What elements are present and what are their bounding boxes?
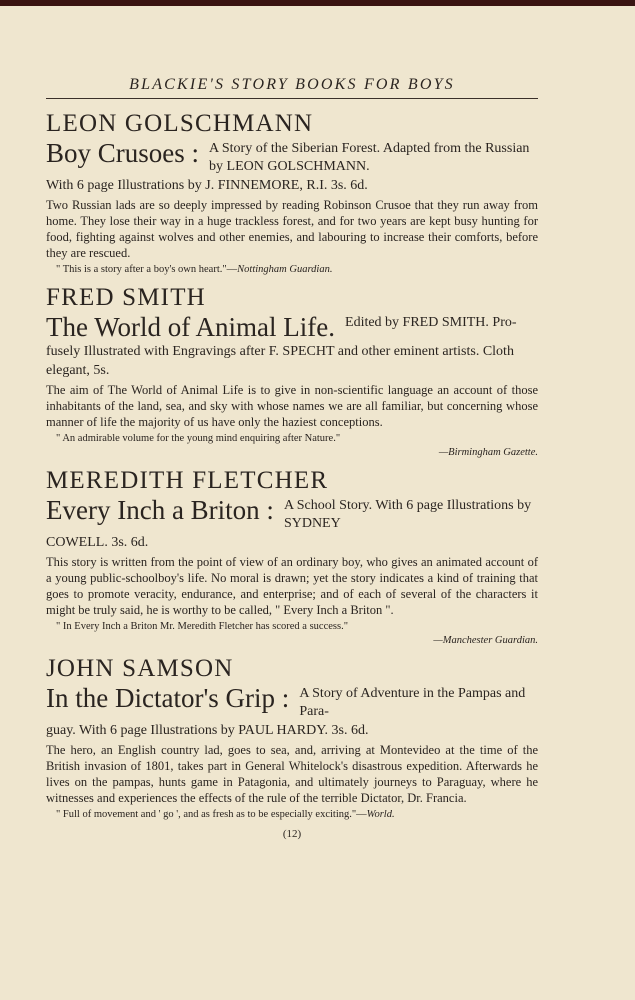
review-quote bbox=[46, 808, 538, 822]
illustration-line: With 6 page Illustrations by J. FINNEMORE, R.I. 3s. 6d. bbox=[46, 178, 368, 193]
title-row bbox=[46, 495, 538, 533]
title-row bbox=[46, 138, 538, 176]
top-edge-bar bbox=[0, 0, 635, 6]
quote-source: World. bbox=[366, 809, 395, 820]
entry-samson bbox=[46, 654, 538, 822]
title-row bbox=[46, 683, 538, 721]
title-row bbox=[46, 312, 538, 342]
author-heading: MEREDITH FLETCHER bbox=[46, 467, 329, 494]
book-title: Boy Crusoes : bbox=[46, 138, 200, 168]
review-quote bbox=[46, 620, 538, 648]
entry-golschmann bbox=[46, 109, 538, 277]
entry-smith bbox=[46, 283, 538, 460]
quote-text: " An admirable volume for the young mind enquiring after Nature." bbox=[56, 433, 341, 444]
running-head: BLACKIE'S STORY BOOKS FOR BOYS bbox=[46, 76, 538, 99]
title-description: A Story of the Siberian Forest. Adapted from the Russian by LEON GOLSCHMANN. bbox=[209, 141, 530, 174]
title-description: A Story of Adventure in the Pampas and Para- bbox=[299, 686, 526, 719]
author-heading: JOHN SAMSON bbox=[46, 655, 234, 682]
illustration-line: guay. With 6 page Illustrations by PAUL HARDY. 3s. 6d. bbox=[46, 723, 369, 738]
book-description: This story is written from the point of view of an ordinary boy, who gives an animated account of a young public-schoolboy's life. No moral is drawn; yet the story indicates a kind of training that goes to promote veracity, endurance, and enterprise; and of each of several of the characters it might be truly said, he is worthy to be called, " Every Inch a Briton ". bbox=[46, 555, 538, 617]
quote-text: " In Every Inch a Briton Mr. Meredith Fletcher has scored a success." bbox=[56, 621, 348, 632]
author-heading: LEON GOLSCHMANN bbox=[46, 110, 314, 137]
page-number: (12) bbox=[282, 828, 302, 840]
quote-source: Nottingham Guardian. bbox=[237, 264, 333, 275]
quote-text: " This is a story after a boy's own heart."— bbox=[56, 264, 238, 275]
review-quote bbox=[46, 263, 538, 277]
quote-source: —Manchester Guardian. bbox=[433, 635, 538, 646]
entry-fletcher bbox=[46, 466, 538, 648]
book-description: Two Russian lads are so deeply impressed by reading Robinson Crusoe that they run away from home. They lose their way in a huge trackless forest, and for two years are kept busy hunting for food, fighting against wolves and other enemies, and labouring to increase their comforts, before they are rescued. bbox=[46, 198, 538, 260]
illustration-line: COWELL. 3s. 6d. bbox=[46, 535, 149, 550]
book-title: In the Dictator's Grip : bbox=[46, 683, 290, 713]
author-heading: FRED SMITH bbox=[46, 284, 206, 311]
book-description: The hero, an English country lad, goes to sea, and, arriving at Montevideo at the time of the British invasion of 1801, takes part in General Whitelock's disastrous expedition. Afterwards he lives on the pampas, hunts game in Patagonia, and ultimately journeys to Paraguay, where he witnesses and experiences the effects of the rule of the terrible Dictator, Dr. Francia. bbox=[46, 743, 538, 805]
book-title: The World of Animal Life. bbox=[46, 312, 336, 342]
catalogue-page bbox=[46, 76, 538, 840]
quote-source: —Birmingham Gazette. bbox=[438, 447, 538, 458]
title-description: Edited by FRED SMITH. Pro- bbox=[345, 315, 517, 330]
quote-text: " Full of movement and ' go ', and as fresh as to be especially exciting."— bbox=[56, 809, 367, 820]
book-description: The aim of The World of Animal Life is to give in non-scientific language an account of those inhabitants of the land, sea, and sky with whose names we are all familiar, but concerning whose manner of life the majority of us have only the haziest conceptions. bbox=[46, 383, 538, 429]
review-quote bbox=[46, 432, 538, 460]
illustration-line: fusely Illustrated with Engravings after F. SPECHT and other eminent artists. Cloth elegant, 5s. bbox=[46, 344, 514, 378]
title-description: A School Story. With 6 page Illustrations by SYDNEY bbox=[283, 498, 532, 531]
book-title: Every Inch a Briton : bbox=[46, 495, 274, 525]
